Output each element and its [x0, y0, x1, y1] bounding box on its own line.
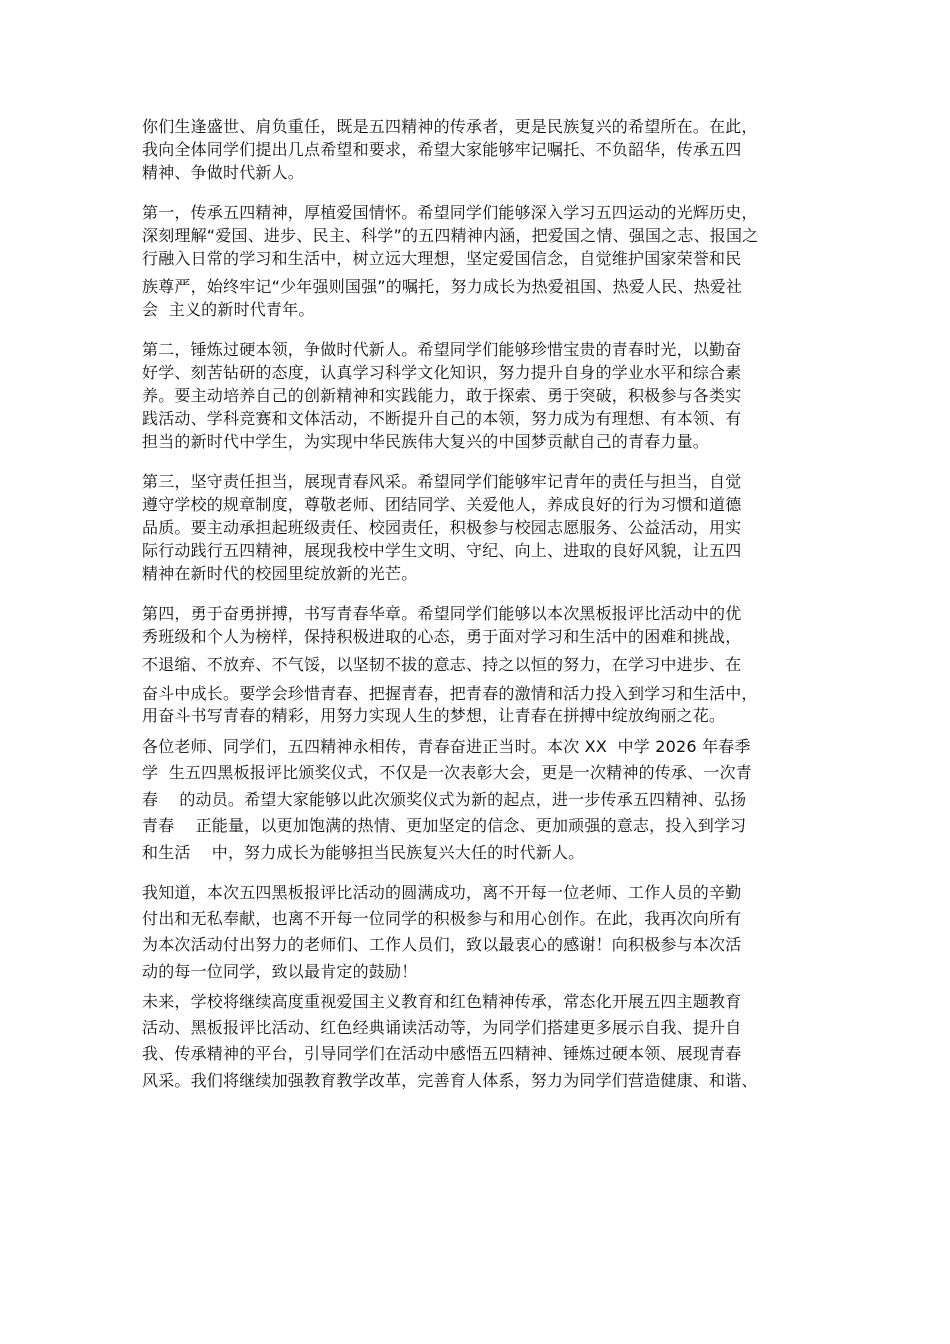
text-line: 我向全体同学们提出几点希望和要求，希望大家能够牢记嘱托、不负韶华，传承五四 — [142, 140, 742, 159]
text-line: 养。要主动培养自己的创新精神和实践能力，敢于探索、勇于突破，积极参与各类实 — [142, 386, 742, 405]
text-line: 付出和无私奉献，也离不开每一位同学的积极参与和用心创作。在此，我再次向所有 — [142, 909, 742, 928]
text-line: 好学、刻苦钻研的态度，认真学习科学文化知识，努力提升自身的学业水平和综合素 — [142, 363, 742, 382]
text-line: 不退缩、不放弃、不气馁，以坚韧不拔的意志、持之以恒的努力，在学习中进步、在 — [142, 655, 742, 674]
text-line: 第二，锤炼过硬本领，争做时代新人。希望同学们能够珍惜宝贵的青春时光，以勤奋 — [142, 340, 742, 359]
text-line: 学 生五四黑板报评比颁奖仪式，不仅是一次表彰大会，更是一次精神的传承、一次青 — [142, 763, 752, 782]
text-line: 际行动践行五四精神，展现我校中学生文明、守纪、向上、进取的良好风貌，让五四 — [142, 541, 742, 560]
text-line: 第一，传承五四精神，厚植爱国情怀。希望同学们能够深入学习五四运动的光辉历史， — [142, 203, 758, 222]
text-line: 族尊严，始终牢记“少年强则国强”的嘱托，努力成长为热爱祖国、热爱人民、热爱社 — [142, 277, 743, 296]
text-line: 行融入日常的学习和生活中，树立远大理想，坚定爱国信念，自觉维护国家荣誉和民 — [142, 249, 742, 268]
text-line: 用奋斗书写青春的精彩，用努力实现人生的梦想，让青春在拼搏中绽放绚丽之花。 — [142, 706, 726, 725]
text-line: 未来，学校将继续高度重视爱国主义教育和红色精神传承，常态化开展五四主题教育 — [142, 992, 742, 1011]
text-line: 春 的动员。希望大家能够以此次颁奖仪式为新的起点，进一步传承五四精神、弘扬 — [142, 790, 747, 809]
text-line: 深刻理解“爱国、进步、民主、科学”的五四精神内涵，把爱国之情、强国之志、报国之 — [142, 226, 759, 245]
text-line: 精神、争做时代新人。 — [142, 163, 305, 182]
text-line: 和生活 中，努力成长为能够担当民族复兴大任的时代新人。 — [142, 843, 585, 862]
text-line: 我、传承精神的平台，引导同学们在活动中感悟五四精神、锤炼过硬本领、展现青春 — [142, 1044, 742, 1063]
text-line: 动的每一位同学，致以最肯定的鼓励！ — [142, 962, 418, 981]
text-line: 会 主义的新时代青年。 — [142, 300, 315, 319]
text-line: 品质。要主动承担起班级责任、校园责任，积极参与校园志愿服务、公益活动，用实 — [142, 518, 742, 537]
text-line: 第四，勇于奋勇拼搏，书写青春华章。希望同学们能够以本次黑板报评比活动中的优 — [142, 604, 742, 623]
text-line: 奋斗中成长。要学会珍惜青春、把握青春，把青春的激情和活力投入到学习和生活中， — [142, 684, 758, 703]
text-line: 精神在新时代的校园里绽放新的光芒。 — [142, 564, 418, 583]
text-line: 各位老师、同学们，五四精神永相传，青春奋进正当时。本次 XX 中学 2026 年春季 — [142, 737, 751, 756]
text-line: 青春 正能量，以更加饱满的热情、更加坚定的信念、更加顽强的意志，投入到学习 — [142, 816, 747, 835]
text-line: 第三，坚守责任担当，展现青春风采。希望同学们能够牢记青年的责任与担当，自觉 — [142, 472, 742, 491]
text-line: 活动、黑板报评比活动、红色经典诵读活动等，为同学们搭建更多展示自我、提升自 — [142, 1018, 742, 1037]
text-line: 风采。我们将继续加强教育教学改革，完善育人体系，努力为同学们营造健康、和谐、 — [142, 1071, 758, 1090]
text-line: 秀班级和个人为榜样，保持积极进取的心态，勇于面对学习和生活中的困难和挑战， — [142, 627, 742, 646]
text-line: 我知道，本次五四黑板报评比活动的圆满成功，离不开每一位老师、工作人员的辛勤 — [142, 883, 742, 902]
text-line: 你们生逢盛世、肩负重任，既是五四精神的传承者，更是民族复兴的希望所在。在此， — [142, 117, 758, 136]
text-line: 践活动、学科竞赛和文体活动，不断提升自己的本领，努力成为有理想、有本领、有 — [142, 409, 742, 428]
text-line: 遵守学校的规章制度，尊敬老师、团结同学、关爱他人，养成良好的行为习惯和道德 — [142, 495, 742, 514]
text-line: 担当的新时代中学生，为实现中华民族伟大复兴的中国梦贡献自己的青春力量。 — [142, 432, 710, 451]
text-line: 为本次活动付出努力的老师们、工作人员们，致以最衷心的感谢！向积极参与本次活 — [142, 935, 742, 954]
